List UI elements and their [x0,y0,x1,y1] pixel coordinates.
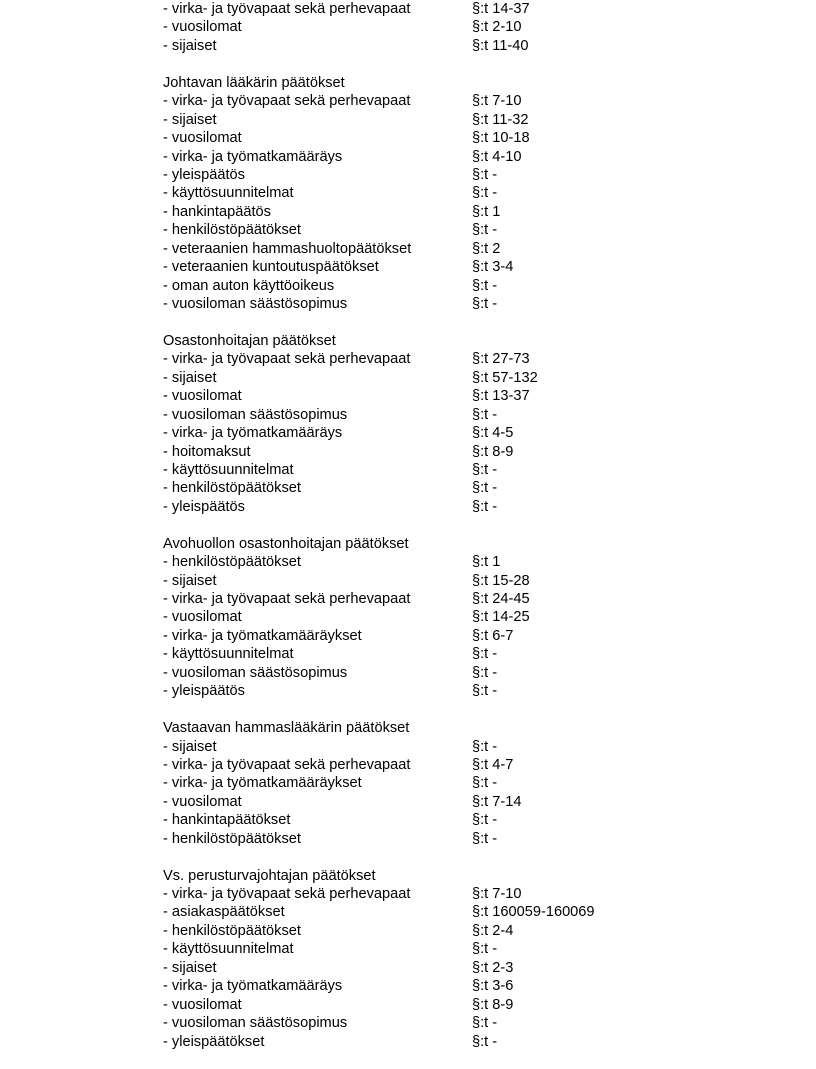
decision-label: - virka- ja työvapaat sekä perhevapaat [163,351,411,368]
section-number-range: §:t - [472,738,498,755]
section-number-range: §:t 2-10 [472,19,522,36]
section-number-range: §:t 8-9 [472,443,514,460]
decision-item [163,996,783,1014]
decision-item [163,553,783,571]
section-number-range: §:t 7-10 [472,93,522,110]
decision-item [163,240,783,258]
section-number-range: §:t - [472,406,498,423]
decision-item [163,627,783,645]
decision-label: - oman auton käyttöoikeus [163,277,335,294]
decision-label: - vuosiloman säästösopimus [163,406,348,423]
decision-item [163,461,783,479]
section-number-range: §:t - [472,461,498,478]
section-number-range: §:t - [472,480,498,497]
decision-item [163,129,783,147]
decision-label: - yleispäätös [163,166,245,183]
section-number-range: §:t 27-73 [472,351,530,368]
section-title: Johtavan lääkärin päätökset [163,74,345,91]
decision-label: - vuosilomat [163,19,242,36]
section-number-range: §:t 8-9 [472,996,514,1013]
section-title: Vs. perusturvajohtajan päätökset [163,867,376,884]
decision-item [163,590,783,608]
decision-item [163,903,783,921]
decision-label: - sijaiset [163,572,217,589]
decision-label: - sijaiset [163,738,217,755]
decision-label: - virka- ja työmatkamääräys [163,425,343,442]
decision-label: - yleispäätös [163,683,245,700]
decision-label: - yleispäätökset [163,1033,265,1050]
section-number-range: §:t - [472,941,498,958]
decision-label: - vuosilomat [163,388,242,405]
decision-item [163,682,783,700]
section-number-range: §:t 11-32 [472,111,529,128]
decision-label: - henkilöstöpäätökset [163,480,301,497]
decision-label: - käyttösuunnitelmat [163,185,294,202]
section-number-range: §:t 15-28 [472,572,530,589]
decision-section [163,0,783,55]
section-number-range: §:t 4-10 [472,148,522,165]
section-number-range: §:t - [472,1033,498,1050]
decision-label: - sijaiset [163,111,217,128]
decision-item [163,793,783,811]
decision-item [163,977,783,995]
decision-label: - virka- ja työmatkamääräykset [163,775,362,792]
decision-item [163,424,783,442]
section-number-range: §:t 14-37 [472,1,530,17]
section-number-range: §:t 3-6 [472,978,514,995]
section-title: Osastonhoitajan päätökset [163,332,336,349]
decision-item [163,258,783,276]
section-number-range: §:t - [472,166,498,183]
decision-label: - veteraanien kuntoutuspäätökset [163,259,379,276]
decision-item [163,0,783,18]
decision-item [163,664,783,682]
decision-item [163,1014,783,1032]
decision-item [163,166,783,184]
decision-item [163,572,783,590]
decision-item [163,608,783,626]
section-number-range: §:t - [472,812,498,829]
decision-item [163,811,783,829]
decision-item [163,92,783,110]
decision-section [163,535,783,701]
decision-label: - virka- ja työvapaat sekä perhevapaat [163,756,411,773]
decision-label: - vuosiloman säästösopimus [163,664,348,681]
decision-label: - virka- ja työvapaat sekä perhevapaat [163,93,411,110]
decision-item [163,221,783,239]
section-number-range: §:t 14-25 [472,609,530,626]
decision-label: - vuosilomat [163,996,242,1013]
decision-label: - virka- ja työvapaat sekä perhevapaat [163,886,411,902]
section-number-range: §:t 11-40 [472,37,529,54]
decision-label: - virka- ja työmatkamääräykset [163,627,362,644]
section-number-range: §:t 1 [472,203,501,220]
decision-label: - henkilöstöpäätökset [163,554,301,571]
decision-item [163,1033,783,1051]
section-number-range: §:t - [472,646,498,663]
section-number-range: §:t - [472,1015,498,1032]
decision-label: - henkilöstöpäätökset [163,830,301,847]
decision-label: - sijaiset [163,37,217,54]
decision-item [163,645,783,663]
section-number-range: §:t 160059-160069 [472,904,595,921]
decision-item [163,498,783,516]
decision-item [163,203,783,221]
decision-item [163,940,783,958]
decision-label: - hoitomaksut [163,443,251,460]
section-number-range: §:t 13-37 [472,388,530,405]
decision-item [163,885,783,903]
decision-section [163,719,783,848]
decision-label: - sijaiset [163,959,217,976]
section-title: Vastaavan hammaslääkärin päätökset [163,720,410,737]
decision-item [163,148,783,166]
decision-label: - virka- ja työvapaat sekä perhevapaat [163,1,411,17]
section-number-range: §:t - [472,222,498,239]
decision-label: - vuosilomat [163,130,242,147]
decision-label: - käyttösuunnitelmat [163,941,294,958]
decision-item [163,277,783,295]
decision-item [163,959,783,977]
decision-list-document [163,0,783,1069]
section-number-range: §:t 1 [472,554,501,571]
section-number-range: §:t - [472,498,498,515]
decision-item [163,443,783,461]
decision-item [163,830,783,848]
decision-section [163,332,783,516]
section-number-range: §:t - [472,683,498,700]
decision-label: - vuosiloman säästösopimus [163,1015,348,1032]
section-number-range: §:t - [472,664,498,681]
decision-label: - vuosilomat [163,793,242,810]
section-number-range: §:t 7-14 [472,793,522,810]
decision-item [163,18,783,36]
section-title: Avohuollon osastonhoitajan päätökset [163,535,409,552]
decision-item [163,756,783,774]
decision-label: - käyttösuunnitelmat [163,646,294,663]
decision-label: - sijaiset [163,369,217,386]
decision-item [163,406,783,424]
decision-label: - hankintapäätös [163,203,271,220]
decision-item [163,387,783,405]
section-number-range: §:t 2-4 [472,922,514,939]
decision-item [163,37,783,55]
section-number-range: §:t 7-10 [472,886,522,902]
decision-item [163,738,783,756]
section-number-range: §:t - [472,185,498,202]
decision-label: - virka- ja työmatkamääräys [163,148,343,165]
decision-item [163,295,783,313]
decision-label: - vuosilomat [163,609,242,626]
section-number-range: §:t 2 [472,240,501,257]
decision-item [163,922,783,940]
decision-section [163,867,783,1051]
decision-item [163,369,783,387]
decision-label: - hankintapäätökset [163,812,291,829]
decision-label: - yleispäätös [163,498,245,515]
decision-label: - henkilöstöpäätökset [163,222,301,239]
decision-label: - virka- ja työvapaat sekä perhevapaat [163,591,411,607]
section-number-range: §:t 24-45 [472,591,530,607]
decision-label: - virka- ja työmatkamääräys [163,978,343,995]
section-number-range: §:t - [472,296,498,312]
decision-label: - veteraanien hammashuoltopäätökset [163,240,412,257]
decision-item [163,774,783,792]
decision-section [163,74,783,314]
decision-item [163,184,783,202]
decision-item [163,111,783,129]
decision-label: - vuosiloman säästösopimus [163,296,348,312]
section-number-range: §:t 6-7 [472,627,514,644]
section-number-range: §:t 4-7 [472,756,514,773]
section-number-range: §:t - [472,277,498,294]
section-number-range: §:t 57-132 [472,369,538,386]
decision-label: - henkilöstöpäätökset [163,922,301,939]
decision-item [163,479,783,497]
section-number-range: §:t 2-3 [472,959,514,976]
section-number-range: §:t 10-18 [472,130,530,147]
section-number-range: §:t 3-4 [472,259,514,276]
decision-item [163,350,783,368]
decision-label: - asiakaspäätökset [163,904,285,921]
section-number-range: §:t - [472,830,498,847]
section-number-range: §:t 4-5 [472,425,514,442]
decision-label: - käyttösuunnitelmat [163,461,294,478]
section-number-range: §:t - [472,775,498,792]
